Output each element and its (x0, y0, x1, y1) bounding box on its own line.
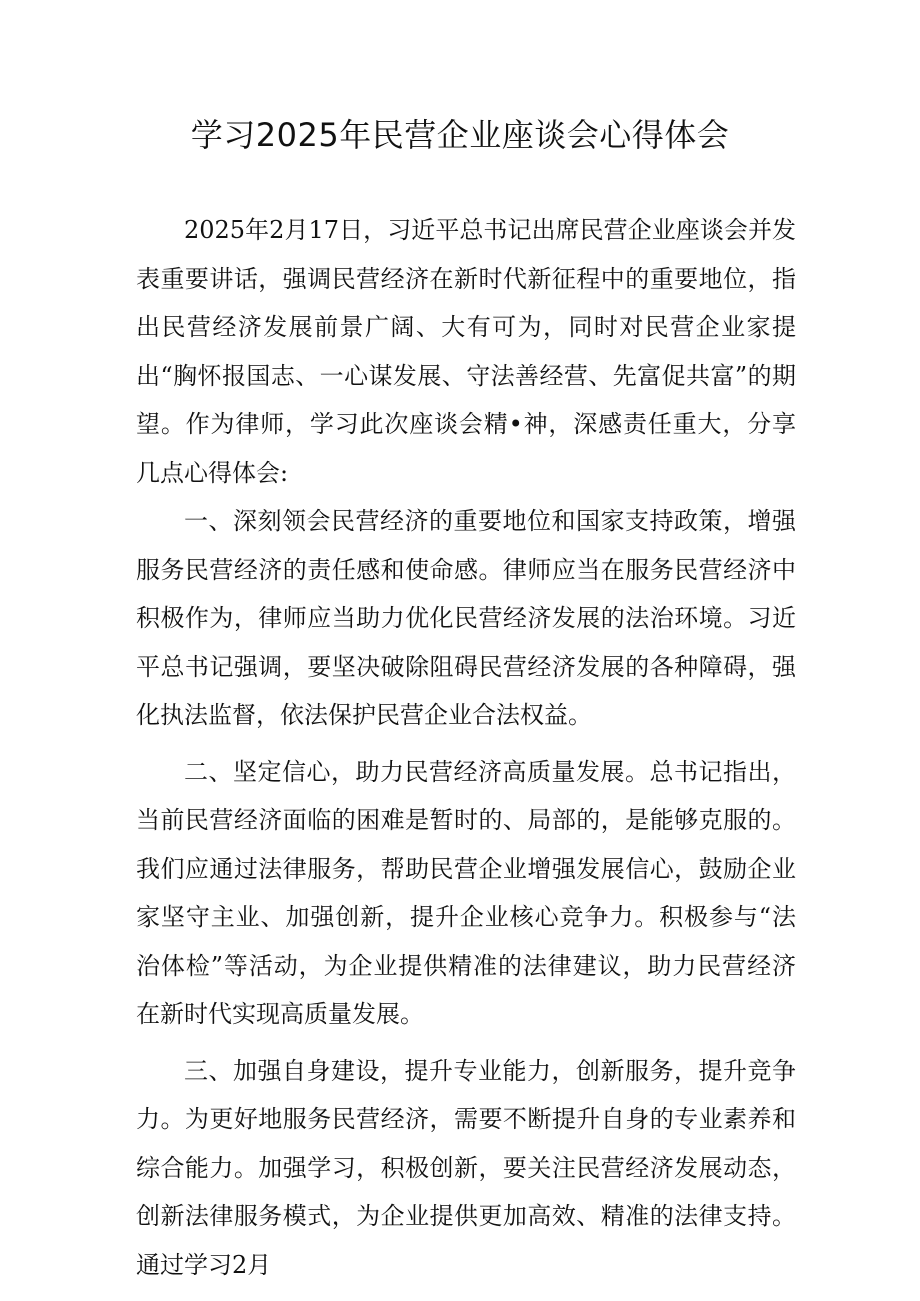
document-body (136, 206, 796, 1289)
paragraph-intro: 2025年2月17日，习近平总书记出席民营企业座谈会并发表重要讲话，强调民营经济在新时代新征程中的重要地位，指出民营经济发展前景广阔、大有可为，同时对民营企业家提出“胸怀报国志、一心谋发展、守法善经营、先富促共富”的期望。作为律师，学习此次座谈会精•神，深感责任重大，分享几点心得体会: (136, 216, 796, 487)
paragraph-point-three: 三、加强自身建设，提升专业能力，创新服务，提升竞争力。为更好地服务民营经济，需要不断提升自身的专业素养和综合能力。加强学习，积极创新，要关注民营经济发展动态，创新法律服务模式，为企业提供更加高效、精准的法律支持。通过学习2月 (136, 1056, 796, 1279)
paragraph-point-one: 一、深刻领会民营经济的重要地位和国家支持政策，增强服务民营经济的责任感和使命感。律师应当在服务民营经济中积极作为，律师应当助力优化民营经济发展的法治环境。习近平总书记强调，要坚决破除阻碍民营经济发展的各种障碍，强化执法监督，依法保护民营企业合法权益。 (136, 507, 796, 729)
document-title: 学习2025年民营企业座谈会心得体会 (190, 116, 730, 154)
paragraph-point-two: 二、坚定信心，助力民营经济高质量发展。总书记指出，当前民营经济面临的困难是暂时的、局部的，是能够克服的。我们应通过法律服务，帮助民营企业增强发展信心，鼓励企业家坚守主业、加强创新，提升企业核心竞争力。积极参与“法治体检”等活动，为企业提供精准的法律建议，助力民营经济在新时代实现高质量发展。 (136, 757, 796, 1028)
